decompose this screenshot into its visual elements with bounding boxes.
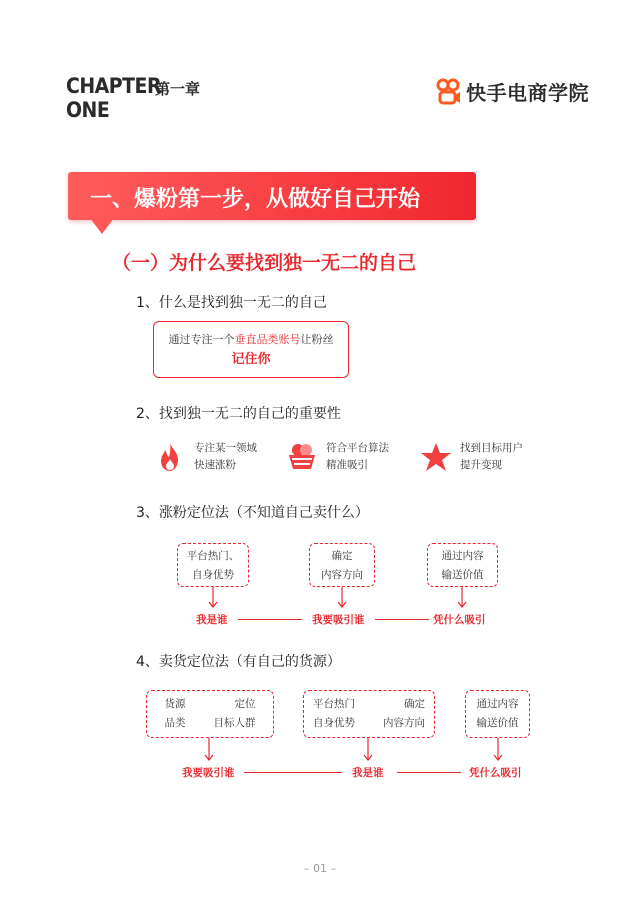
feature-item bbox=[154, 440, 257, 474]
chapter-label-en bbox=[66, 74, 161, 122]
page-number: – 01 – bbox=[304, 862, 336, 875]
flow-box-line-2: 输送价值 bbox=[441, 569, 484, 581]
section-2-title: 2、找到独一无二的自己的重要性 bbox=[136, 406, 341, 422]
down-arrow-icon bbox=[337, 587, 347, 609]
flame-icon bbox=[154, 441, 186, 473]
flow-box-cell: 定位 bbox=[234, 698, 256, 710]
quote-line-2: 记住你 bbox=[231, 352, 271, 367]
flow-box-cell: 确定 bbox=[404, 698, 425, 710]
chapter-number-word: ONE bbox=[66, 98, 110, 122]
down-arrow-icon bbox=[493, 738, 503, 762]
flow-label: 凭什么吸引 bbox=[469, 767, 522, 779]
flow-box-line-1: 确定 bbox=[331, 550, 353, 562]
connector-line bbox=[375, 619, 429, 620]
flow-box-line-2: 内容方向 bbox=[321, 569, 363, 581]
flow-box bbox=[146, 690, 274, 738]
chapter-word: CHAPTER bbox=[66, 74, 161, 98]
section-banner bbox=[68, 172, 476, 220]
flow-box-line-1: 通过内容 bbox=[441, 550, 484, 562]
feature-line-2: 提升变现 bbox=[460, 459, 502, 471]
down-arrow-icon bbox=[363, 738, 373, 762]
flow-label: 凭什么吸引 bbox=[433, 614, 486, 626]
flow-box bbox=[427, 543, 498, 587]
subheading: （一）为什么要找到独一无二的自己 bbox=[112, 252, 417, 274]
section-1-title: 1、什么是找到独一无二的自己 bbox=[136, 295, 327, 311]
feature-line-1: 符合平台算法 bbox=[326, 442, 389, 454]
feature-line-2: 精准吸引 bbox=[326, 459, 368, 471]
feature-item bbox=[420, 440, 523, 474]
flow-label: 我是谁 bbox=[352, 767, 384, 779]
flow-label: 我是谁 bbox=[196, 614, 228, 626]
section-4-title: 4、卖货定位法（有自己的货源） bbox=[136, 654, 341, 670]
flow-label: 我要吸引谁 bbox=[182, 767, 235, 779]
down-arrow-icon bbox=[208, 587, 218, 609]
feature-line-1: 专注某一领域 bbox=[194, 442, 257, 454]
quote-suffix: 让粉丝 bbox=[300, 333, 334, 346]
feature-line-1: 找到目标用户 bbox=[460, 442, 523, 454]
down-arrow-icon bbox=[204, 738, 214, 762]
quote-box bbox=[153, 321, 349, 378]
flow-box-cell: 平台热门 bbox=[313, 698, 355, 710]
flow-box-cell: 目标人群 bbox=[213, 717, 256, 729]
feature-item bbox=[286, 440, 389, 474]
connector-line bbox=[244, 772, 342, 773]
flow-label: 我要吸引谁 bbox=[312, 614, 365, 626]
flow-box-cell: 内容方向 bbox=[383, 717, 425, 729]
banner-tail bbox=[90, 218, 114, 234]
kuaishou-logo-icon bbox=[436, 78, 462, 106]
flow-box bbox=[177, 543, 249, 587]
flow-box-line-2: 输送价值 bbox=[476, 717, 519, 729]
star-icon bbox=[420, 441, 452, 473]
connector-line bbox=[238, 619, 302, 620]
quote-prefix: 通过专注一个 bbox=[168, 333, 235, 346]
down-arrow-icon bbox=[457, 587, 467, 609]
flow-box bbox=[303, 690, 435, 738]
flow-box-line-2: 自身优势 bbox=[192, 569, 234, 581]
connector-line bbox=[397, 772, 461, 773]
brand-name: 快手电商学院 bbox=[466, 81, 589, 105]
banner-title: 一、爆粉第一步，从做好自己开始 bbox=[90, 187, 421, 212]
basket-icon bbox=[286, 441, 318, 473]
flow-box-line-1: 通过内容 bbox=[476, 698, 519, 710]
flow-box-cell: 自身优势 bbox=[313, 717, 355, 729]
feature-line-2: 快速涨粉 bbox=[194, 459, 236, 471]
flow-box bbox=[309, 543, 375, 587]
quote-highlight: 垂直品类账号 bbox=[234, 333, 301, 346]
flow-box bbox=[465, 690, 530, 738]
flow-box-cell: 货源 bbox=[164, 698, 186, 710]
brand-logo bbox=[436, 77, 589, 106]
flow-box-line-1: 平台热门、 bbox=[186, 550, 240, 562]
chapter-label-cn: 第一章 bbox=[155, 80, 201, 98]
section-3-title: 3、涨粉定位法（不知道自己卖什么） bbox=[136, 505, 369, 521]
flow-box-cell: 品类 bbox=[164, 717, 186, 729]
quote-line-1 bbox=[154, 331, 348, 349]
